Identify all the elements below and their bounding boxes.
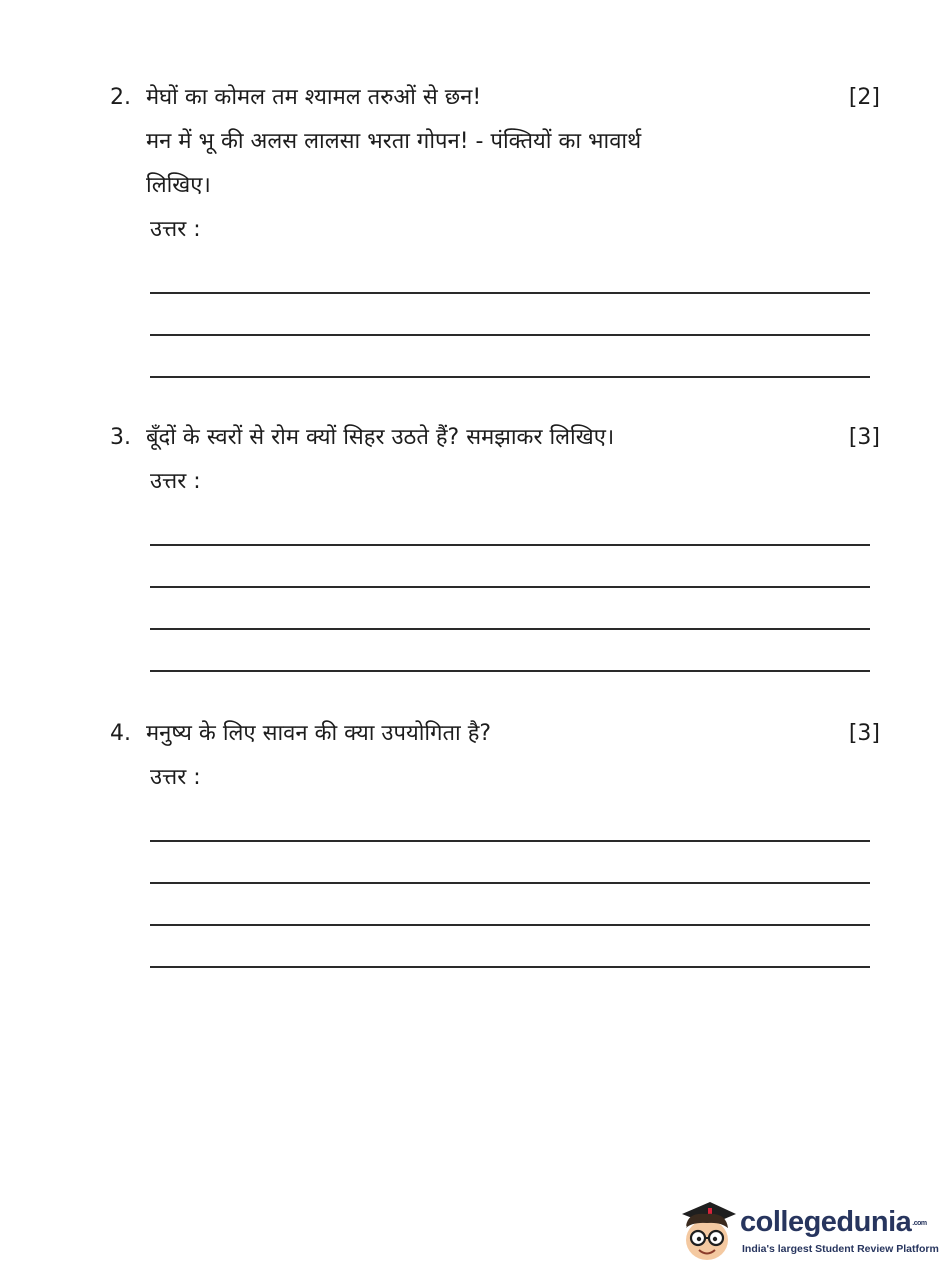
answer-line[interactable] (150, 588, 870, 630)
answer-label: उत्तर : (150, 765, 201, 790)
question-number: 2. (110, 85, 131, 110)
question-3 (110, 416, 880, 672)
answer-lines (150, 504, 870, 672)
question-2 (110, 76, 880, 378)
marks-label: [2] (848, 85, 880, 110)
answer-lines (150, 800, 870, 968)
question-text: मनुष्य के लिए सावन की क्या उपयोगिता है? (146, 721, 492, 746)
question-line (110, 712, 880, 756)
logo-name-text: collegedunia (740, 1206, 912, 1238)
answer-lines (150, 252, 870, 378)
answer-line[interactable] (150, 800, 870, 842)
answer-line[interactable] (150, 504, 870, 546)
mascot-icon (676, 1198, 738, 1264)
question-text: बूँदों के स्वरों से रोम क्यों सिहर उठते हैं? समझाकर लिखिए। (146, 425, 615, 450)
question-number: 3. (110, 425, 131, 450)
answer-line[interactable] (150, 252, 870, 294)
question-line (110, 416, 880, 460)
collegedunia-logo (676, 1198, 939, 1264)
logo-tagline: India's largest Student Review Platform (742, 1243, 939, 1255)
logo-domain-text: .com (912, 1219, 927, 1227)
answer-line[interactable] (150, 546, 870, 588)
question-4 (110, 712, 880, 968)
answer-line[interactable] (150, 842, 870, 884)
logo-wordmark (740, 1206, 927, 1239)
answer-line[interactable] (150, 926, 870, 968)
question-text-continued: मन में भू की अलस लालसा भरता गोपन! - पंक्तियों का भावार्थ (146, 129, 642, 154)
question-number: 4. (110, 721, 131, 746)
question-line (110, 76, 880, 120)
answer-line[interactable] (150, 630, 870, 672)
answer-line[interactable] (150, 884, 870, 926)
marks-label: [3] (848, 425, 880, 450)
question-text: मेघों का कोमल तम श्यामल तरुओं से छन! (146, 85, 482, 110)
marks-label: [3] (848, 721, 880, 746)
answer-label: उत्तर : (150, 469, 201, 494)
question-text-continued: लिखिए। (146, 173, 211, 198)
answer-line[interactable] (150, 336, 870, 378)
answer-line[interactable] (150, 294, 870, 336)
answer-label: उत्तर : (150, 217, 201, 242)
